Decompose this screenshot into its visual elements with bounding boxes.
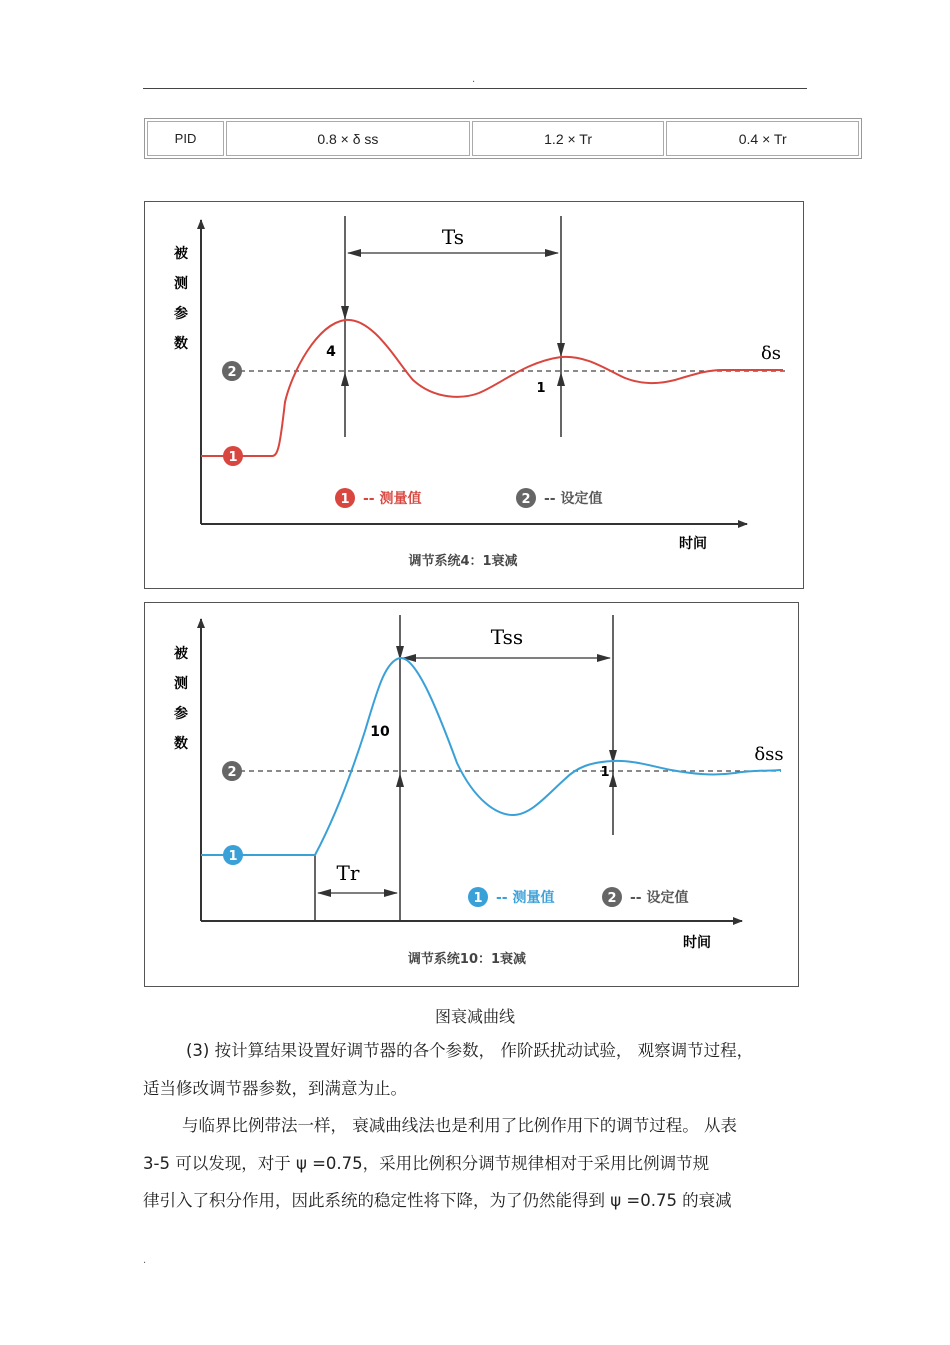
table-cell-derivative: 0.4 × Tr xyxy=(666,121,859,156)
peak-arrow-down xyxy=(341,306,349,320)
legend-setpoint-label: -- 设定值 xyxy=(544,491,603,507)
measured-value-curve xyxy=(201,658,784,855)
peak-arrow-up xyxy=(396,773,404,787)
paragraph-line: 与临界比例带法一样， 衰减曲线法也是利用了比例作用下的调节过程。 从表 xyxy=(182,1116,737,1135)
y-label-char: 参 xyxy=(174,706,188,722)
figure-title: 调节系统10：1衰减 xyxy=(407,952,527,967)
peak-amplitude-label: 4 xyxy=(326,344,336,360)
steady-state-label: δss xyxy=(754,744,784,765)
ts-arrow-right xyxy=(545,249,559,257)
second-peak-arrow-up xyxy=(557,372,565,386)
header-rule xyxy=(143,88,807,89)
y-label-char: 被 xyxy=(174,646,188,662)
paragraph-line: (3) 按计算结果设置好调节器的各个参数， 作阶跃扰动试验， 观察调节过程， xyxy=(186,1041,754,1060)
table-cell-integral: 1.2 × Tr xyxy=(472,121,665,156)
table-cell-regulator: PID xyxy=(147,121,224,156)
ts-arrow-left xyxy=(347,249,361,257)
figure-caption: 图衰减曲线 xyxy=(434,1007,515,1026)
setpoint-marker-number: 2 xyxy=(227,765,237,780)
legend-measured-label: -- 测量值 xyxy=(363,491,422,507)
footer-dot: . xyxy=(143,1255,147,1266)
second-peak-amplitude-label: 1 xyxy=(536,381,546,396)
tr-label: Tr xyxy=(336,861,360,885)
measured-marker-number: 1 xyxy=(228,450,238,465)
legend-measured-number: 1 xyxy=(473,891,483,906)
peak-arrow-up xyxy=(341,372,349,386)
tss-arrow-right xyxy=(597,654,611,662)
tr-arrow-right xyxy=(384,889,398,897)
table-cell-proportional: 0.8 × δ ss xyxy=(226,121,470,156)
legend-setpoint-number: 2 xyxy=(607,891,617,906)
y-label-char: 测 xyxy=(174,276,188,292)
y-label-char: 被 xyxy=(174,246,188,262)
second-peak-amplitude-label: 1 xyxy=(600,765,610,780)
measured-value-curve xyxy=(201,320,783,456)
y-label-char: 测 xyxy=(174,676,188,692)
y-label-char: 数 xyxy=(174,336,188,352)
figure-10-1-decay xyxy=(144,602,799,987)
ts-label: Ts xyxy=(441,225,465,249)
header-dot: . xyxy=(472,74,476,85)
tr-arrow-left xyxy=(317,889,331,897)
steady-state-label: δs xyxy=(760,343,782,364)
legend-measured-label: -- 测量值 xyxy=(496,890,555,906)
y-label-char: 数 xyxy=(174,736,188,752)
paragraph-line: 律引入了积分作用，因此系统的稳定性将下降，为了仍然能得到 ψ =0.75 的衰减 xyxy=(143,1191,732,1210)
tss-label: Tss xyxy=(490,625,524,649)
setpoint-marker-number: 2 xyxy=(227,365,237,380)
second-peak-arrow-up xyxy=(609,773,617,787)
legend-setpoint-number: 2 xyxy=(521,492,531,507)
y-label-char: 参 xyxy=(174,306,188,322)
measured-marker-number: 1 xyxy=(228,849,238,864)
x-axis-label: 时间 xyxy=(683,935,711,951)
pid-parameter-table xyxy=(144,118,862,159)
paragraph-line: 3-5 可以发现，对于 ψ =0.75，采用比例积分调节规律相对于采用比例调节规 xyxy=(143,1154,710,1173)
second-peak-arrow-down xyxy=(557,343,565,357)
table-row xyxy=(147,121,859,156)
x-axis-label: 时间 xyxy=(679,536,707,552)
figure-4-1-decay xyxy=(144,201,804,589)
legend-setpoint-label: -- 设定值 xyxy=(630,890,689,906)
peak-amplitude-label: 10 xyxy=(370,724,390,740)
paragraph-line: 适当修改调节器参数，到满意为止。 xyxy=(143,1079,407,1098)
legend-measured-number: 1 xyxy=(340,492,350,507)
figure-title: 调节系统4：1衰减 xyxy=(408,554,518,569)
